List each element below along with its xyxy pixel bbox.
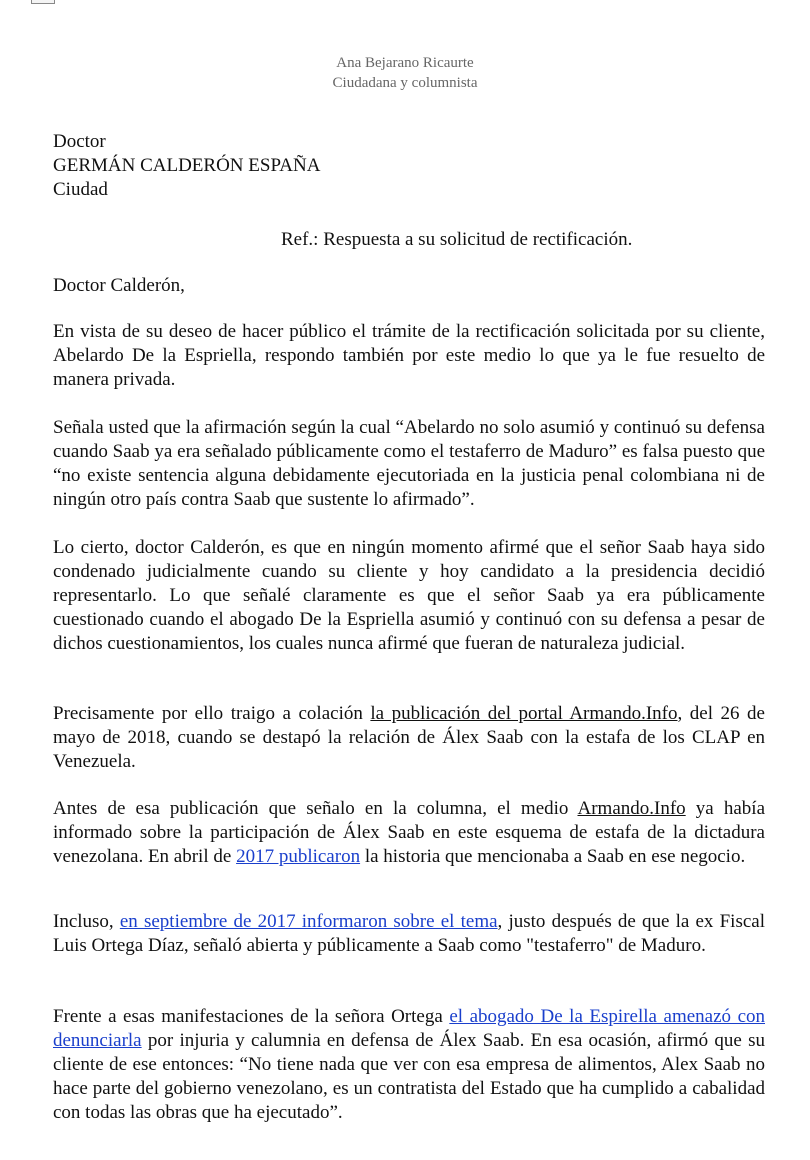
salutation: Doctor Calderón, <box>53 275 185 296</box>
armando-info-publication-link[interactable]: la publicación del portal Armando.Info <box>370 703 678 724</box>
armando-info-link[interactable]: Armando.Info <box>577 798 686 819</box>
page-corner-mark <box>31 0 55 4</box>
paragraph-6: Incluso, en septiembre de 2017 informaron sobre el tema, justo después de que la ex Fiscal Luis Ortega Díaz, señaló abierta y públicamente a Saab como "testaferro" de Maduro. <box>53 911 765 956</box>
paragraph-4: Precisamente por ello traigo a colación la publicación del portal Armando.Info, del 26 de mayo de 2018, cuando se destapó la relación de Álex Saab con la estafa de los CLAP en Venezuela. <box>53 703 765 772</box>
reference-line: Ref.: Respuesta a su solicitud de rectificación. <box>281 229 633 250</box>
paragraph-3: Lo cierto, doctor Calderón, es que en ningún momento afirmé que el señor Saab haya sido condenado judicialmente cuando su cliente y hoy candidato a la presidencia decidió representarlo. Lo que señalé claramente es que el señor Saab ya era públicamente cuestionado cuando el abogado De la Espriella asumió y continuó con su defensa a pesar de dichos cuestionamientos, los cuales nunca afirmé que fueran de naturaleza judicial. <box>53 537 765 654</box>
april-2017-article-link[interactable]: 2017 publicaron <box>236 846 361 867</box>
addressee-title: Doctor <box>53 131 106 152</box>
paragraph-1: En vista de su deseo de hacer público el trámite de la rectificación solicitada por su cliente, Abelardo De la Espriella, respondo también por este medio lo que ya le fue resuelto de manera privada. <box>53 321 765 390</box>
threat-to-denounce-link[interactable]: el abogado De la Espirella amenazó con denunciarla <box>53 1006 765 1051</box>
paragraph-2: Señala usted que la afirmación según la cual “Abelardo no solo asumió y continuó su defensa cuando Saab ya era señalado públicamente como el testaferro de Maduro” es falsa puesto que “no existe sentencia alguna debidamente ejecutoriada en la justicia penal colombiana ni de ningún otro país contra Saab que sustente lo afirmado”. <box>53 417 765 510</box>
addressee-city: Ciudad <box>53 179 108 200</box>
paragraph-7: Frente a esas manifestaciones de la señora Ortega el abogado De la Espirella amenazó con denunciarla por injuria y calumnia en defensa de Álex Saab. En esa ocasión, afirmó que su cliente de ese entonces: “No tiene nada que ver con esa empresa de alimentos, Alex Saab no hace parte del gobierno venezolano, es un contratista del Estado que ha cumplido a cabalidad con todas las obras que ha ejecutado”. <box>53 1006 765 1123</box>
author-name: Ana Bejarano Ricaurte <box>336 55 474 71</box>
addressee-name: GERMÁN CALDERÓN ESPAÑA <box>53 155 321 176</box>
author-role: Ciudadana y columnista <box>332 75 478 91</box>
september-2017-article-link[interactable]: en septiembre de 2017 informaron sobre el tema <box>119 911 498 932</box>
paragraph-5: Antes de esa publicación que señalo en la columna, el medio Armando.Info ya había informado sobre la participación de Álex Saab en este esquema de estafa de la dictadura venezolana. En abril de 2017 publicaron la historia que mencionaba a Saab en ese negocio. <box>53 798 766 867</box>
